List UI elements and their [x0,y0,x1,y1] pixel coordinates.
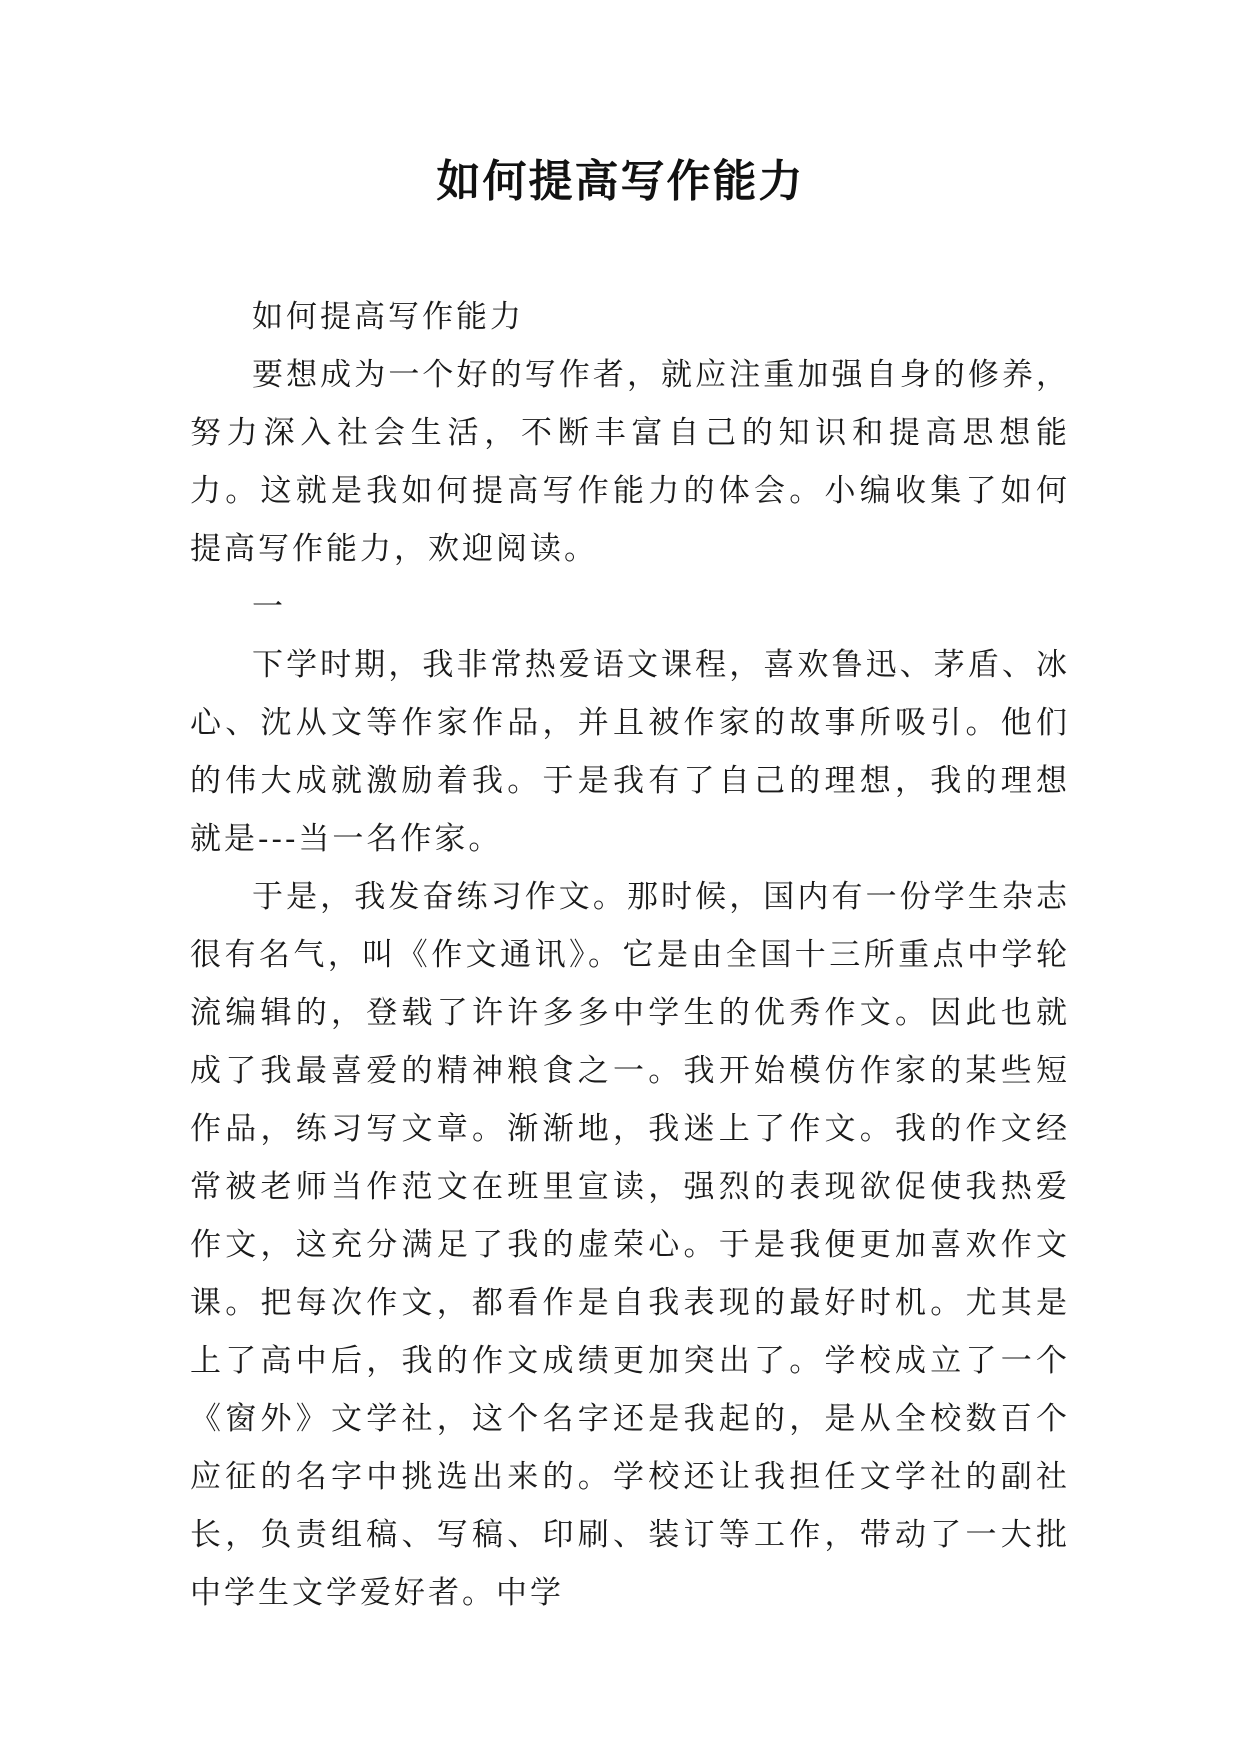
paragraph: 于是，我发奋练习作文。那时候，国内有一份学生杂志很有名气，叫《作文通讯》。它是由全国十三所重点中学轮流编辑的，登载了许许多多中学生的优秀作文。因此也就成了我最喜爱的精神粮食之一。我开始模仿作家的某些短作品，练习写文章。渐渐地，我迷上了作文。我的作文经常被老师当作范文在班里宣读，强烈的表现欲促使我热爱作文，这充分满足了我的虚荣心。于是我便更加喜欢作文课。把每次作文，都看作是自我表现的最好时机。尤其是上了高中后，我的作文成绩更加突出了。学校成立了一个《窗外》文学社，这个名字还是我起的，是从全校数百个应征的名字中挑选出来的。学校还让我担任文学社的副社长，负责组稿、写稿、印刷、装订等工作，带动了一大批中学生文学爱好者。中学 [190,879,1070,1611]
document-body [190,288,1070,1622]
paragraph: 下学时期，我非常热爱语文课程，喜欢鲁迅、茅盾、冰心、沈从文等作家作品，并且被作家的故事所吸引。他们的伟大成就激励着我。于是我有了自己的理想，我的理想就是---当一名作家。 [190,647,1070,857]
paragraph-intro: 要想成为一个好的写作者，就应注重加强自身的修养，努力深入社会生活，不断丰富自己的知识和提高思想能力。这就是我如何提高写作能力的体会。小编收集了如何提高写作能力，欢迎阅读。 [190,357,1070,567]
paragraph-subtitle: 如何提高写作能力 [252,299,524,335]
document-title: 如何提高写作能力 [436,156,805,207]
section-number: 一 [252,589,286,625]
